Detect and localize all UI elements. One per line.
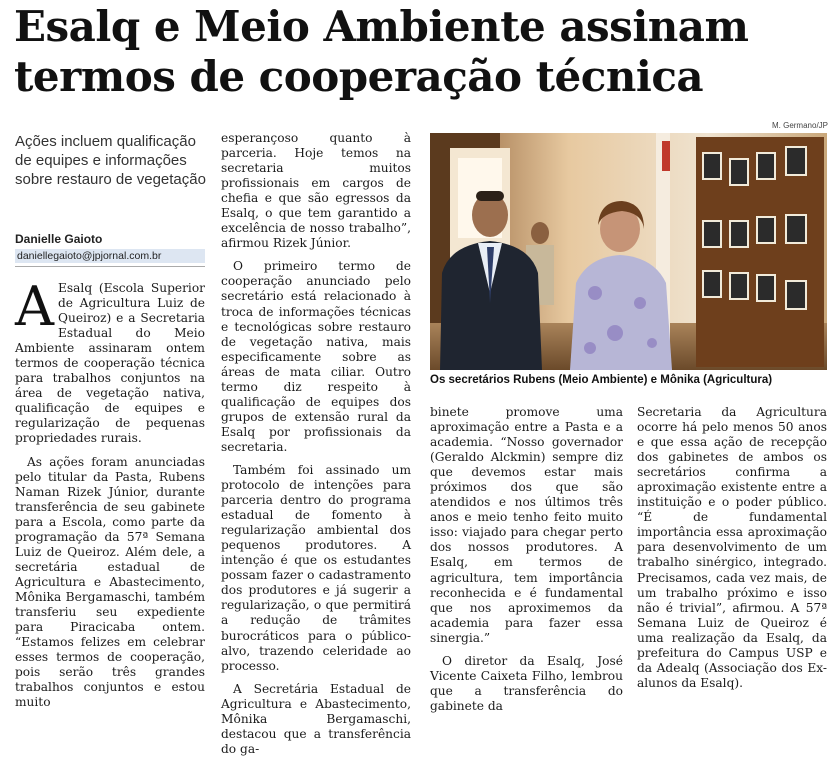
byline-divider	[15, 266, 205, 267]
drop-cap: A	[15, 275, 54, 338]
headline-line-1: Esalq e Meio Ambiente assinam	[14, 2, 749, 51]
article-column-3	[430, 405, 623, 714]
article-paragraph-1	[15, 275, 205, 447]
article-column-1	[15, 275, 205, 710]
photo-caption: Os secretários Rubens (Meio Ambiente) e Mônika (Agricultura)	[430, 374, 773, 386]
article-paragraph-4: O primeiro termo de cooperação anunciado pelo secretário está relacionado à troca de informações técnicas e tecnológicas sobre restauro de vegetação nativa, mais especificamente sobre as áreas de mata ciliar. Outro termo diz respeito à qualificação de equipes dos grupos de extensão rural da Esalq por profissionais da secretaria.	[221, 259, 411, 454]
article-paragraph-7: binete promove uma aproximação entre a Pasta e a academia. “Nosso governador (Geraldo Alckmin) sempre diz que devemos estar mais próximos dos que são atendidos e nos últimos três anos e meio tenho feito muito isso: viajado para chegar perto dos nossos produtores. A Esalq, em termos de agricultura, tem importância reconhecida e é fundamental que nos aproximemos da academia para fazer essa sinergia.”	[430, 405, 623, 645]
article-paragraph-6: A Secretária Estadual de Agricultura e Abastecimento, Mônika Bergamaschi, destacou que a transferência do ga-	[221, 681, 411, 756]
headline-line-2: termos de cooperação técnica	[14, 52, 704, 101]
article-paragraph-2: As ações foram anunciadas pelo titular da Pasta, Rubens Naman Rizek Júnior, durante transferência de seu gabinete para a Escola, como parte da programação da 57ª Semana Luiz de Queiroz. Além dele, a secretária estadual de Agricultura e Abastecimento, Mônika Bergamaschi, também transferiu seu expediente para Piracicaba ontem. “Estamos felizes em celebrar esses termos de cooperação, pois serão três grandes trabalhos conjuntos e estou muito	[15, 454, 205, 710]
article-paragraph-9: Secretaria da Agricultura ocorre há pelo menos 50 anos e que essa ação de recepção dos gabinetes de ambos os secretários confirma a aproximação existente entre a instituição e o poder público. “É de fundamental importância essa aproximação para desenvolvimento de um trabalho sinérgico, integrado. Precisamos, cada vez mais, de um trabalho próximo e isso não é trivial”, afirmou. A 57ª Semana Luiz de Queiroz é uma realização da Esalq, da prefeitura do Campus USP e da Adealq (Associação dos Ex-alunos da Esalq).	[637, 405, 827, 690]
article-paragraph-3: esperançoso quanto à parceria. Hoje temos na secretaria muitos profissionais em cargos de chefia e que são egressos da Esalq, o que tem garantido a excelência de nosso trabalho”, afirmou Rizek Júnior.	[221, 131, 411, 251]
article-paragraph-8: O diretor da Esalq, José Vicente Caixeta Filho, lembrou que a transferência do gabinete da	[430, 653, 623, 713]
article-column-2	[221, 131, 411, 757]
news-photo	[430, 133, 827, 370]
article-paragraph-1-text: Esalq (Escola Superior de Agricultura Luiz de Queiroz) e a Secretaria Estadual do Meio Ambiente assinaram ontem termos de cooperação técnica para trabalhos conjuntos na área de vegetação nativa, qualificação de equipes e regularização de pequenas propriedades rurais.	[15, 281, 205, 446]
photo-credit: M. Germano/JP	[771, 121, 828, 130]
headline	[14, 2, 829, 102]
article-paragraph-5: Também foi assinado um protocolo de intenções para parceria dentro do programa estadual de fomento à regularização ambiental dos pequenos produtores. A intenção é que os estudantes possam fazer o cadastramento dos produtores e já sugerir a regularização, o que permitirá a redução de trâmites burocráticos para o público-alvo, trazendo celeridade ao processo.	[221, 462, 411, 673]
byline-email[interactable]: daniellegaioto@jpjornal.com.br	[15, 249, 205, 263]
subheadline: Ações incluem qualificação de equipes e informações sobre restauro de vegetação	[15, 133, 206, 188]
byline-name: Danielle Gaioto	[15, 232, 103, 246]
article-column-4	[637, 405, 827, 691]
